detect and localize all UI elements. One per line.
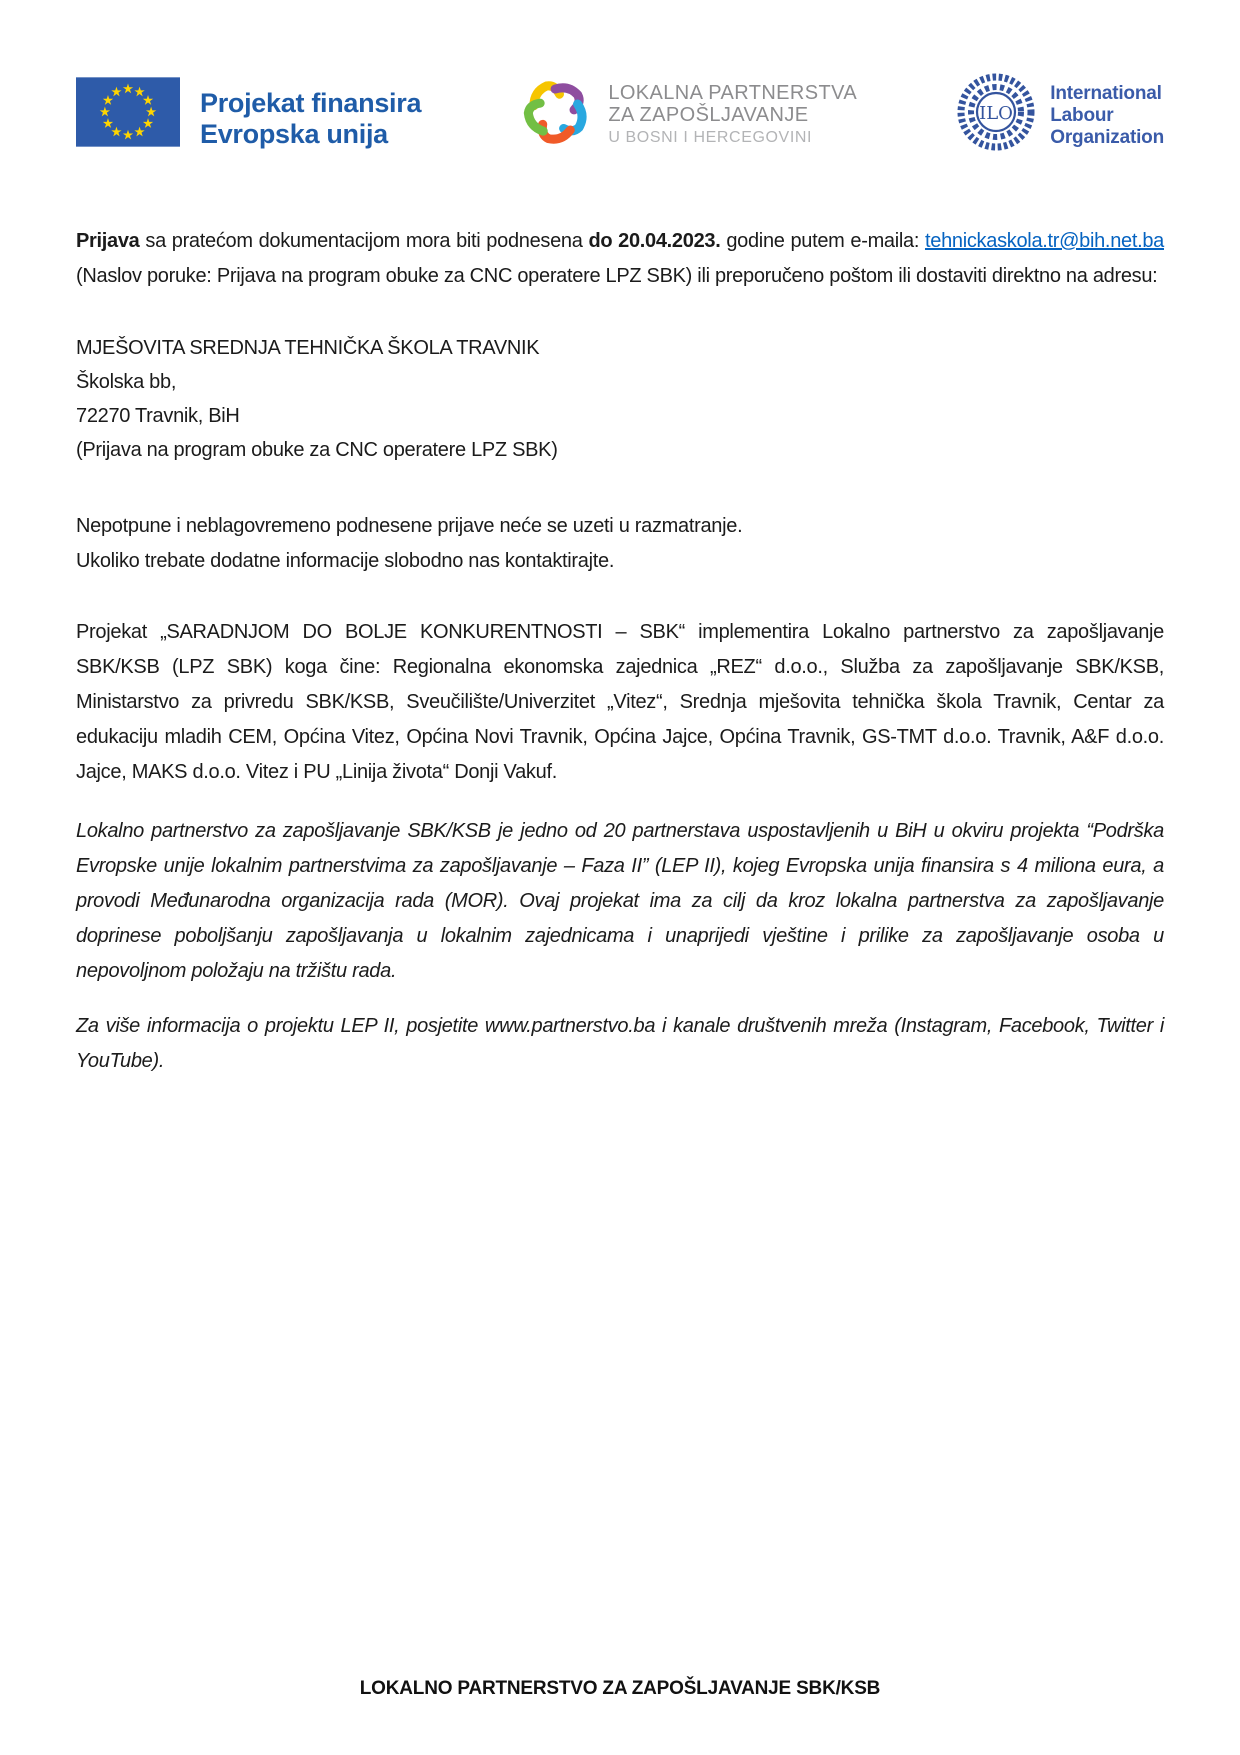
lpz-star-icon xyxy=(518,74,594,150)
ilo-logo xyxy=(954,70,1164,154)
ilo-caption-line1: International xyxy=(1050,83,1162,104)
ilo-caption xyxy=(1050,75,1164,149)
lpz-logo xyxy=(518,70,857,150)
more-info-paragraph: Za više informacija o projektu LEP II, posjetite www.partnerstvo.ba i kanale društvenih mreža (Instagram, Facebook, Twitter i YouTube). xyxy=(76,1015,1164,1072)
lpz-caption-line2: ZA ZAPOŠLJAVANJE xyxy=(608,104,809,126)
address-street: Školska bb, xyxy=(76,371,177,393)
ilo-caption-line3: Organization xyxy=(1050,127,1164,148)
address-school-name: MJEŠOVITA SREDNJA TEHNIČKA ŠKOLA TRAVNIK xyxy=(76,337,540,359)
lpz-caption xyxy=(608,72,857,148)
eu-flag-icon xyxy=(76,70,180,154)
ilo-emblem-text: ILO xyxy=(979,103,1014,124)
ilo-caption-line2: Labour xyxy=(1050,105,1114,126)
footer-title: LOKALNO PARTNERSTVO ZA ZAPOŠLJAVANJE SBK/KSB xyxy=(359,1678,881,1699)
ilo-emblem-icon xyxy=(954,70,1038,154)
eu-logo xyxy=(76,70,421,154)
lpz-caption-line3: U BOSNI I HERCEGOVINI xyxy=(608,129,813,146)
logo-header xyxy=(76,70,1164,158)
lpz-caption-line1: LOKALNA PARTNERSTVA xyxy=(608,82,858,104)
project-partners-paragraph: Projekat „SARADNJOM DO BOLJE KONKURENTNOSTI – SBK“ implementira Lokalno partnerstvo za zapošljavanje SBK/KSB (LPZ SBK) koga čine: Regionalna ekonomska zajednica „REZ“ d.o.o., Služba za zapošljavanje SBK/KSB, Ministarstvo za privredu SBK/KSB, Sveučilište/Univerzitet „Vitez“, Srednja mješovita tehnička škola Travnik, Centar za edukaciju mladih CEM, Općina Vitez, Općina Novi Travnik, Općina Jajce, Općina Travnik, GS-TMT d.o.o. Travnik, A&F d.o.o. Jajce, MAKS d.o.o. Vitez i PU „Linija života“ Donji Vakuf. xyxy=(76,621,1164,783)
eu-caption-line1: Projekat finansira xyxy=(200,88,422,118)
submission-instructions-paragraph xyxy=(76,224,1164,294)
submission-text-1: sa pratećom dokumentacijom mora biti podnesena xyxy=(139,230,589,252)
eu-funding-caption xyxy=(200,74,421,150)
note-contact-us: Ukoliko trebate dodatne informacije slobodno nas kontaktirajte. xyxy=(76,550,615,572)
lep2-description-paragraph: Lokalno partnerstvo za zapošljavanje SBK/KSB je jedno od 20 partnerstava uspostavljenih u BiH u okviru projekta “Podrška Evropske unije lokalnim partnerstvima za zapošljavanje – Faza II” (LEP II), kojeg Evropska unija finansira s 4 miliona eura, a provodi Međunarodna organizacija rada (MOR). Ovaj projekat ima za cilj da kroz lokalna partnerstva za zapošljavanje doprinese poboljšanju zapošljavanja u lokalnim zajednicama i unaprijedi vještine i prilike za zapošljavanje osoba u nepovoljnom položaju na tržištu rada. xyxy=(76,820,1164,982)
submission-keyword-bold: Prijava xyxy=(76,230,140,252)
eu-caption-line2: Evropska unija xyxy=(200,119,388,149)
address-city: 72270 Travnik, BiH xyxy=(76,405,240,427)
email-link[interactable]: tehnickaskola.tr@bih.net.ba xyxy=(924,230,1164,252)
submission-text-3: (Naslov poruke: Prijava na program obuke za CNC operatere LPZ SBK) ili preporučeno poštom ili dostaviti direktno na adresu: xyxy=(76,265,1158,287)
application-notes xyxy=(76,509,1164,579)
submission-text-2: godine putem e-maila: xyxy=(720,230,925,252)
deadline-bold: do 20.04.2023. xyxy=(588,230,721,252)
address-subject-note: (Prijava na program obuke za CNC operatere LPZ SBK) xyxy=(76,439,558,461)
note-incomplete-applications: Nepotpune i neblagovremeno podnesene prijave neće se uzeti u razmatranje. xyxy=(76,515,743,537)
school-address-block xyxy=(76,331,1164,467)
